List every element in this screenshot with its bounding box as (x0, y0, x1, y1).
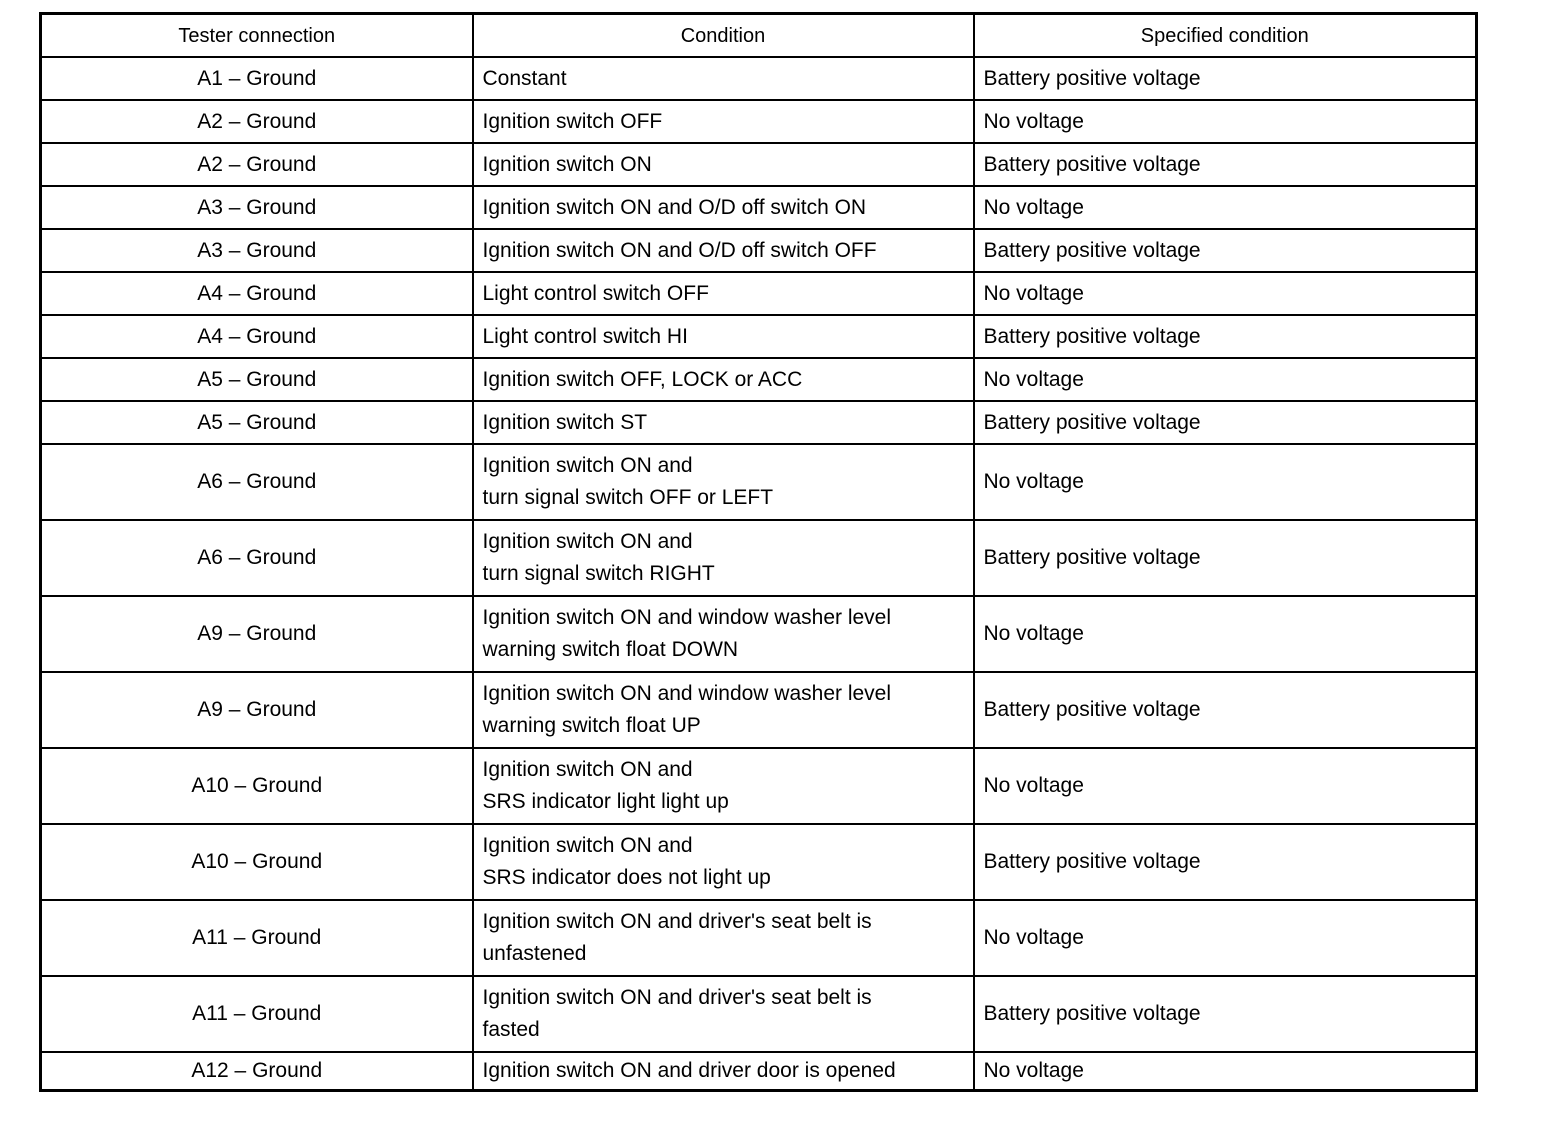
table-row (41, 57, 1477, 100)
table-row (41, 143, 1477, 186)
condition-cell (473, 358, 974, 401)
tester-connection-cell: A10 – Ground (41, 824, 473, 900)
condition-cell (473, 672, 974, 748)
header-condition: Condition (473, 14, 974, 58)
table-row (41, 1052, 1477, 1091)
condition-cell (473, 748, 974, 824)
condition-line: Ignition switch ON and (482, 758, 693, 781)
specified-condition-cell: Battery positive voltage (974, 520, 1477, 596)
specified-condition-cell: Battery positive voltage (974, 672, 1477, 748)
condition-line: Ignition switch ON and (482, 530, 693, 553)
tester-connection-cell: A11 – Ground (41, 900, 473, 976)
condition-line: Light control switch HI (482, 324, 688, 348)
condition-line: Ignition switch ON and driver door is opened (482, 1059, 896, 1082)
condition-line: Ignition switch ON and O/D off switch ON (482, 195, 867, 219)
table-row (41, 444, 1477, 520)
tester-connection-cell: A2 – Ground (41, 143, 473, 186)
table-row (41, 401, 1477, 444)
condition-line: Ignition switch OFF (482, 109, 663, 133)
table-row (41, 672, 1477, 748)
specified-condition-cell: No voltage (974, 748, 1477, 824)
condition-cell (473, 143, 974, 186)
condition-cell (473, 520, 974, 596)
table-row (41, 186, 1477, 229)
condition-cell (473, 444, 974, 520)
tester-connection-cell: A1 – Ground (41, 57, 473, 100)
tester-connection-cell: A5 – Ground (41, 401, 473, 444)
table-row (41, 596, 1477, 672)
condition-line: Ignition switch ON and window washer level (482, 682, 892, 705)
specified-condition-cell: No voltage (974, 358, 1477, 401)
specified-condition-cell: Battery positive voltage (974, 976, 1477, 1052)
specified-condition-cell: Battery positive voltage (974, 143, 1477, 186)
tester-connection-cell: A4 – Ground (41, 272, 473, 315)
specified-condition-cell: Battery positive voltage (974, 401, 1477, 444)
table-row (41, 358, 1477, 401)
condition-line: Ignition switch ON and O/D off switch OFF (482, 238, 877, 262)
header-specified-condition: Specified condition (974, 14, 1477, 58)
condition-cell (473, 100, 974, 143)
table-row (41, 900, 1477, 976)
tester-connection-cell: A6 – Ground (41, 444, 473, 520)
condition-line: fasted (482, 1018, 540, 1041)
specified-condition-cell: No voltage (974, 596, 1477, 672)
specified-condition-cell: No voltage (974, 1052, 1477, 1091)
tester-connection-cell: A10 – Ground (41, 748, 473, 824)
table-body (41, 57, 1477, 1091)
condition-line: unfastened (482, 942, 587, 965)
condition-cell (473, 57, 974, 100)
condition-cell (473, 824, 974, 900)
condition-line: Ignition switch ON and (482, 454, 693, 477)
specified-condition-cell: Battery positive voltage (974, 57, 1477, 100)
condition-line: turn signal switch OFF or LEFT (482, 486, 774, 509)
tester-connection-cell: A3 – Ground (41, 229, 473, 272)
condition-line: warning switch float DOWN (482, 638, 739, 661)
condition-line: Ignition switch ON (482, 152, 652, 176)
condition-cell (473, 1052, 974, 1091)
specified-condition-cell: No voltage (974, 900, 1477, 976)
condition-line: Ignition switch OFF, LOCK or ACC (482, 367, 803, 391)
condition-line: turn signal switch RIGHT (482, 562, 715, 585)
table-row (41, 748, 1477, 824)
tester-connection-table (39, 12, 1478, 1092)
header-tester-connection: Tester connection (41, 14, 473, 58)
condition-cell (473, 229, 974, 272)
specified-condition-cell: No voltage (974, 100, 1477, 143)
table-row (41, 976, 1477, 1052)
condition-cell (473, 596, 974, 672)
tester-connection-cell: A4 – Ground (41, 315, 473, 358)
specified-condition-cell: Battery positive voltage (974, 229, 1477, 272)
condition-line: Light control switch OFF (482, 281, 709, 305)
condition-line: SRS indicator does not light up (482, 866, 771, 889)
table-row (41, 824, 1477, 900)
condition-line: Constant (482, 66, 567, 90)
condition-cell (473, 272, 974, 315)
condition-cell (473, 315, 974, 358)
condition-cell (473, 976, 974, 1052)
table-row (41, 229, 1477, 272)
condition-cell (473, 900, 974, 976)
condition-line: warning switch float UP (482, 714, 701, 737)
condition-line: Ignition switch ST (482, 410, 648, 434)
table-row (41, 315, 1477, 358)
specified-condition-cell: No voltage (974, 272, 1477, 315)
condition-line: Ignition switch ON and (482, 834, 693, 857)
tester-connection-cell: A11 – Ground (41, 976, 473, 1052)
condition-line: SRS indicator light light up (482, 790, 729, 813)
tester-connection-cell: A9 – Ground (41, 596, 473, 672)
condition-line: Ignition switch ON and window washer level (482, 606, 892, 629)
tester-connection-cell: A5 – Ground (41, 358, 473, 401)
condition-line: Ignition switch ON and driver's seat belt is (482, 986, 872, 1009)
specified-condition-cell: No voltage (974, 444, 1477, 520)
tester-connection-cell: A12 – Ground (41, 1052, 473, 1091)
tester-connection-cell: A3 – Ground (41, 186, 473, 229)
specified-condition-cell: No voltage (974, 186, 1477, 229)
tester-connection-cell: A9 – Ground (41, 672, 473, 748)
specified-condition-cell: Battery positive voltage (974, 315, 1477, 358)
condition-cell (473, 401, 974, 444)
table-row (41, 520, 1477, 596)
specified-condition-cell: Battery positive voltage (974, 824, 1477, 900)
table-row (41, 100, 1477, 143)
tester-connection-cell: A6 – Ground (41, 520, 473, 596)
condition-line: Ignition switch ON and driver's seat belt is (482, 910, 872, 933)
table-row (41, 272, 1477, 315)
condition-cell (473, 186, 974, 229)
tester-connection-cell: A2 – Ground (41, 100, 473, 143)
table-header-row (41, 14, 1477, 58)
